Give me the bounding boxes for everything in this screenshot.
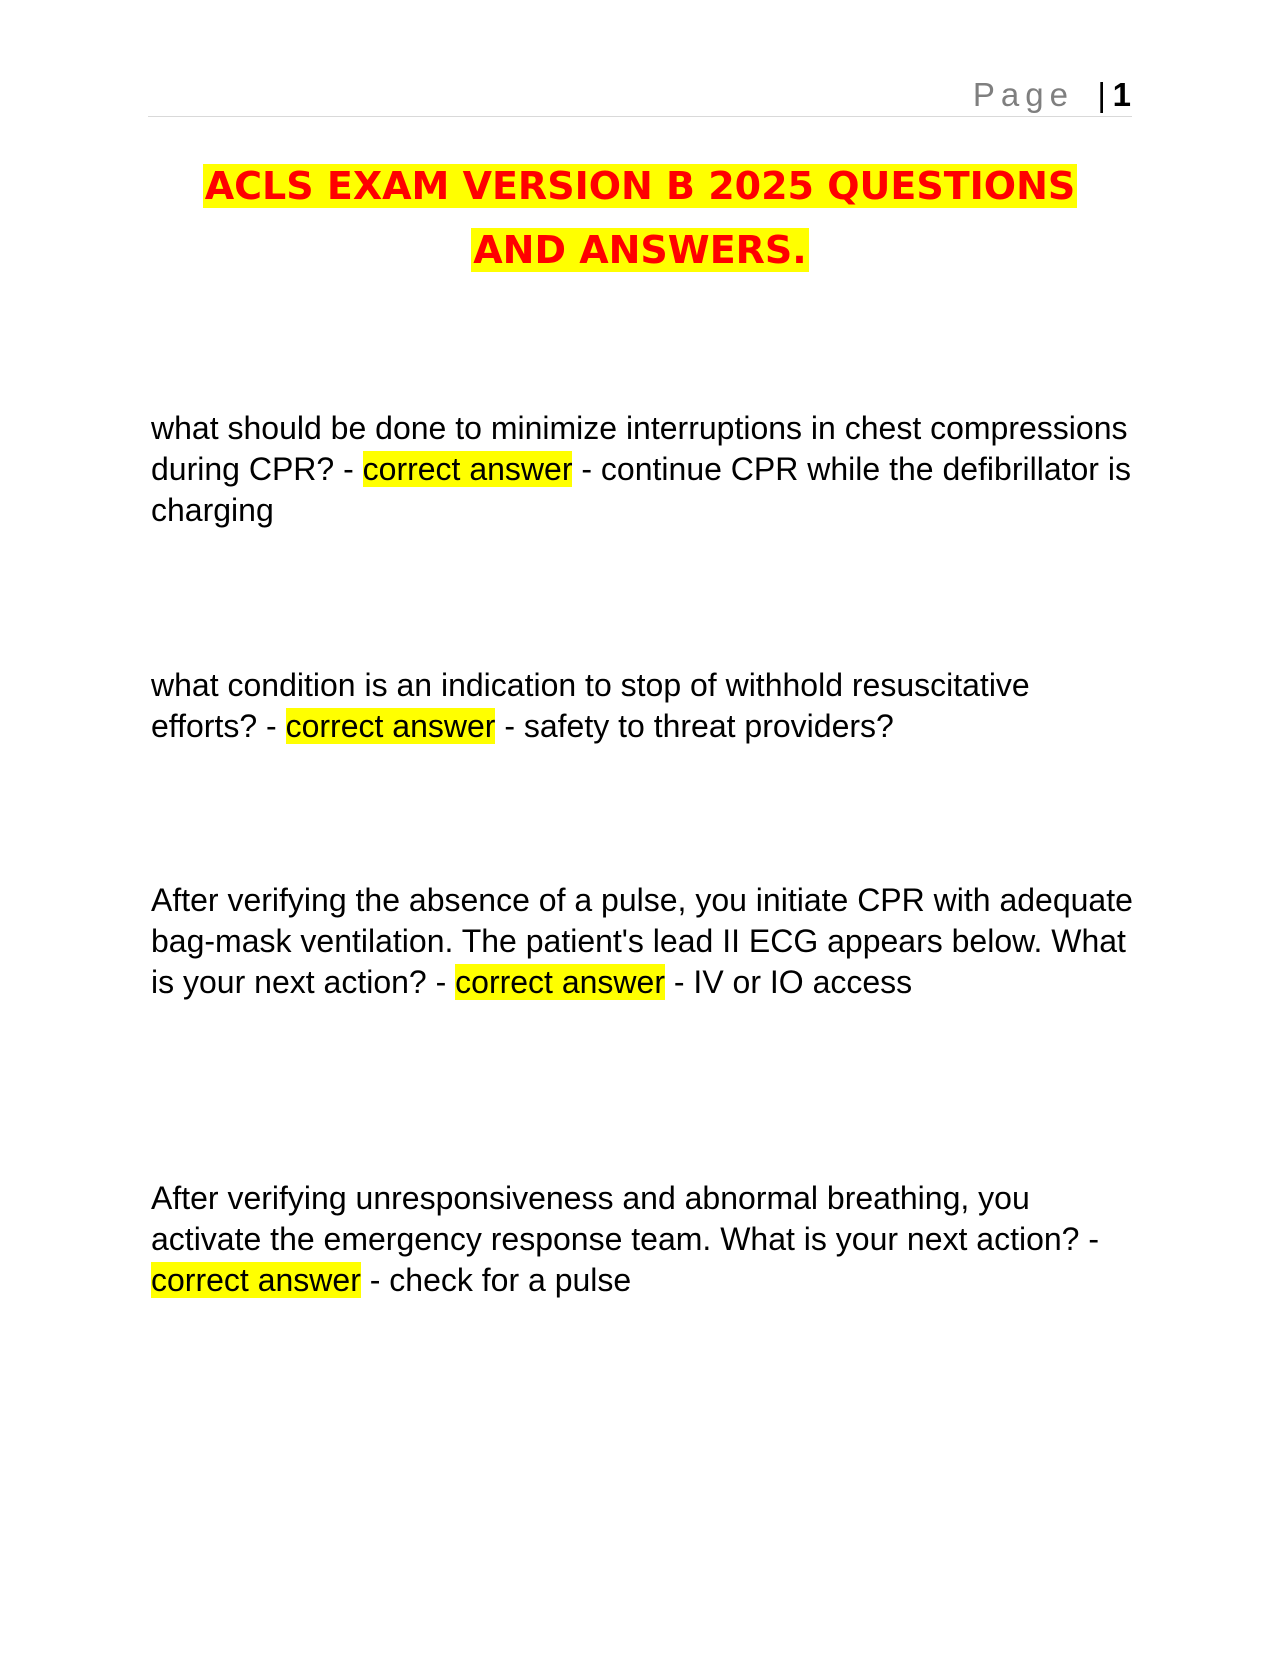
page-separator: | bbox=[1097, 76, 1106, 113]
qa-item-1 bbox=[151, 408, 1141, 531]
correct-answer-marker: correct answer bbox=[285, 708, 496, 744]
answer-text: - IV or IO access bbox=[664, 964, 913, 1000]
document-title bbox=[148, 154, 1132, 282]
page-label: Page bbox=[972, 76, 1074, 113]
qa-item-4 bbox=[151, 1178, 1141, 1301]
question-text: what should be done to minimize interruptions in chest compressions during CPR? - bbox=[151, 410, 1128, 487]
document-title-line-2: AND ANSWERS. bbox=[473, 228, 807, 272]
page-header bbox=[148, 74, 1132, 117]
answer-text: - check for a pulse bbox=[360, 1262, 632, 1298]
correct-answer-marker: correct answer bbox=[455, 964, 665, 1000]
answer-text: - safety to threat providers? bbox=[495, 708, 894, 744]
page-number: 1 bbox=[1112, 76, 1131, 113]
correct-answer-marker: correct answer bbox=[151, 1262, 361, 1298]
correct-answer-marker: correct answer bbox=[362, 451, 573, 487]
answer-text: - continue CPR while the defibrillator is charging bbox=[151, 451, 1131, 528]
question-text: After verifying the absence of a pulse, you initiate CPR with adequate bag-mask ventilation. The patient's lead II ECG appears below. What is your next action? - bbox=[151, 882, 1133, 1000]
question-text: After verifying unresponsiveness and abnormal breathing, you activate the emergency response team. What is your next action? - bbox=[151, 1180, 1100, 1257]
document-title-line-1: ACLS EXAM VERSION B 2025 QUESTIONS bbox=[204, 164, 1076, 208]
question-text: what condition is an indication to stop of withhold resuscitative efforts? - bbox=[151, 667, 1030, 744]
qa-item-2 bbox=[151, 665, 1141, 747]
qa-item-3 bbox=[151, 880, 1141, 1003]
